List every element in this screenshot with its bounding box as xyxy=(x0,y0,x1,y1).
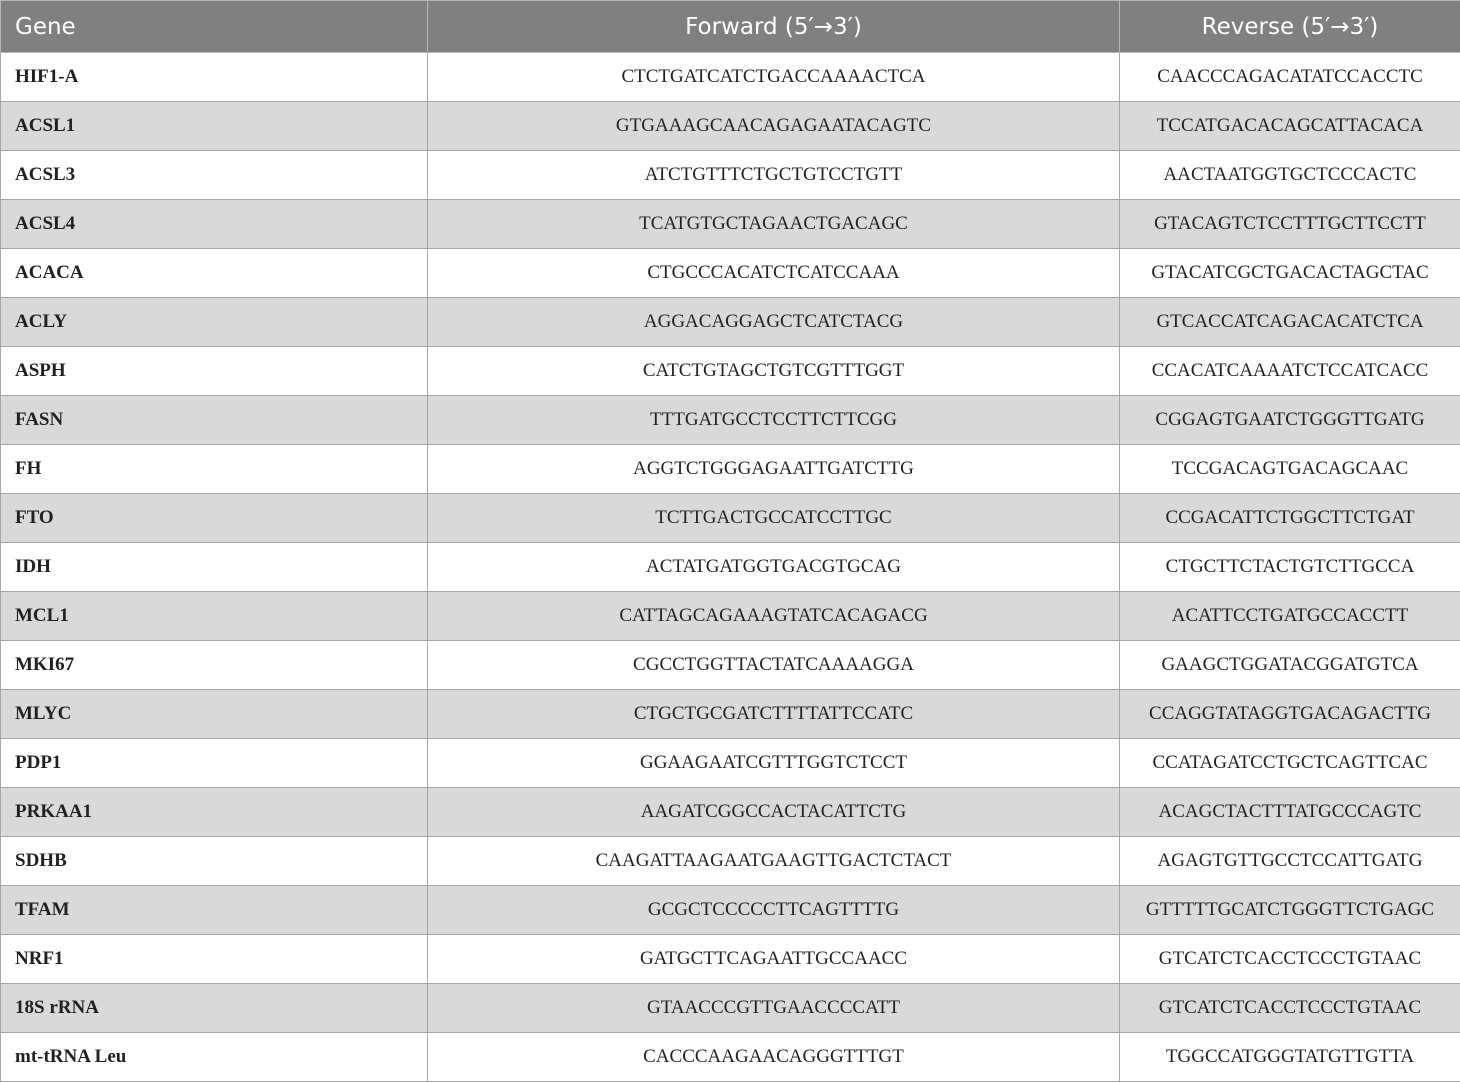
gene-cell: MLYC xyxy=(1,690,428,739)
table-row xyxy=(1,53,1460,102)
gene-cell: MKI67 xyxy=(1,641,428,690)
table-row xyxy=(1,298,1460,347)
forward-primer-cell: GATGCTTCAGAATTGCCAACC xyxy=(428,935,1120,984)
reverse-primer-cell: ACATTCCTGATGCCACCTT xyxy=(1120,592,1460,641)
forward-primer-cell: ACTATGATGGTGACGTGCAG xyxy=(428,543,1120,592)
reverse-primer-cell: TGGCCATGGGTATGTTGTTA xyxy=(1120,1033,1460,1082)
reverse-primer-cell: CCGACATTCTGGCTTCTGAT xyxy=(1120,494,1460,543)
forward-primer-cell: CTCTGATCATCTGACCAAAACTCA xyxy=(428,53,1120,102)
table-row xyxy=(1,886,1460,935)
gene-cell: ACSL4 xyxy=(1,200,428,249)
table-row xyxy=(1,200,1460,249)
gene-cell: mt-tRNA Leu xyxy=(1,1033,428,1082)
gene-cell: NRF1 xyxy=(1,935,428,984)
table-row xyxy=(1,984,1460,1033)
table-row xyxy=(1,396,1460,445)
reverse-primer-cell: GTCACCATCAGACACATCTCA xyxy=(1120,298,1460,347)
forward-primer-cell: ATCTGTTTCTGCTGTCCTGTT xyxy=(428,151,1120,200)
forward-primer-cell: CGCCTGGTTACTATCAAAAGGA xyxy=(428,641,1120,690)
forward-primer-cell: TCTTGACTGCCATCCTTGC xyxy=(428,494,1120,543)
gene-cell: FH xyxy=(1,445,428,494)
reverse-primer-cell: GTCATCTCACCTCCCTGTAAC xyxy=(1120,984,1460,1033)
reverse-primer-cell: TCCGACAGTGACAGCAAC xyxy=(1120,445,1460,494)
table-row xyxy=(1,641,1460,690)
reverse-primer-cell: AGAGTGTTGCCTCCATTGATG xyxy=(1120,837,1460,886)
gene-cell: HIF1-A xyxy=(1,53,428,102)
table-row xyxy=(1,690,1460,739)
gene-cell: PRKAA1 xyxy=(1,788,428,837)
header-reverse: Reverse (5′→3′) xyxy=(1120,1,1460,53)
forward-primer-cell: GGAAGAATCGTTTGGTCTCCT xyxy=(428,739,1120,788)
table-row xyxy=(1,102,1460,151)
table-row xyxy=(1,935,1460,984)
table-header xyxy=(1,1,1460,53)
table-row xyxy=(1,837,1460,886)
reverse-primer-cell: CTGCTTCTACTGTCTTGCCA xyxy=(1120,543,1460,592)
gene-cell: MCL1 xyxy=(1,592,428,641)
reverse-primer-cell: CCAGGTATAGGTGACAGACTTG xyxy=(1120,690,1460,739)
gene-cell: ACLY xyxy=(1,298,428,347)
gene-cell: IDH xyxy=(1,543,428,592)
header-row xyxy=(1,1,1460,53)
reverse-primer-cell: TCCATGACACAGCATTACACA xyxy=(1120,102,1460,151)
gene-cell: TFAM xyxy=(1,886,428,935)
table-row xyxy=(1,445,1460,494)
gene-cell: ASPH xyxy=(1,347,428,396)
reverse-primer-cell: GTACATCGCTGACACTAGCTAC xyxy=(1120,249,1460,298)
forward-primer-cell: AAGATCGGCCACTACATTCTG xyxy=(428,788,1120,837)
table-row xyxy=(1,249,1460,298)
forward-primer-cell: CACCCAAGAACAGGGTTTGT xyxy=(428,1033,1120,1082)
forward-primer-cell: TCATGTGCTAGAACTGACAGC xyxy=(428,200,1120,249)
reverse-primer-cell: GTACAGTCTCCTTTGCTTCCTT xyxy=(1120,200,1460,249)
gene-cell: ACACA xyxy=(1,249,428,298)
reverse-primer-cell: CCACATCAAAATCTCCATCACC xyxy=(1120,347,1460,396)
forward-primer-cell: CTGCCCACATCTCATCCAAA xyxy=(428,249,1120,298)
reverse-primer-cell: GAAGCTGGATACGGATGTCA xyxy=(1120,641,1460,690)
forward-primer-cell: GCGCTCCCCCTTCAGTTTTG xyxy=(428,886,1120,935)
reverse-primer-cell: GTTTTTGCATCTGGGTTCTGAGC xyxy=(1120,886,1460,935)
table-row xyxy=(1,1033,1460,1082)
table-row xyxy=(1,788,1460,837)
gene-cell: FASN xyxy=(1,396,428,445)
gene-cell: 18S rRNA xyxy=(1,984,428,1033)
reverse-primer-cell: CGGAGTGAATCTGGGTTGATG xyxy=(1120,396,1460,445)
forward-primer-cell: CTGCTGCGATCTTTTATTCCATC xyxy=(428,690,1120,739)
header-forward: Forward (5′→3′) xyxy=(428,1,1120,53)
forward-primer-cell: AGGACAGGAGCTCATCTACG xyxy=(428,298,1120,347)
gene-cell: PDP1 xyxy=(1,739,428,788)
forward-primer-cell: CATCTGTAGCTGTCGTTTGGT xyxy=(428,347,1120,396)
table-body xyxy=(1,53,1460,1082)
gene-cell: FTO xyxy=(1,494,428,543)
table-row xyxy=(1,151,1460,200)
header-gene: Gene xyxy=(1,1,428,53)
table-row xyxy=(1,347,1460,396)
forward-primer-cell: TTTGATGCCTCCTTCTTCGG xyxy=(428,396,1120,445)
forward-primer-cell: GTGAAAGCAACAGAGAATACAGTC xyxy=(428,102,1120,151)
forward-primer-cell: CATTAGCAGAAAGTATCACAGACG xyxy=(428,592,1120,641)
gene-cell: ACSL1 xyxy=(1,102,428,151)
reverse-primer-cell: ACAGCTACTTTATGCCCAGTC xyxy=(1120,788,1460,837)
gene-cell: ACSL3 xyxy=(1,151,428,200)
forward-primer-cell: AGGTCTGGGAGAATTGATCTTG xyxy=(428,445,1120,494)
table-row xyxy=(1,543,1460,592)
forward-primer-cell: GTAACCCGTTGAACCCCATT xyxy=(428,984,1120,1033)
reverse-primer-cell: AACTAATGGTGCTCCCACTC xyxy=(1120,151,1460,200)
reverse-primer-cell: CCATAGATCCTGCTCAGTTCAC xyxy=(1120,739,1460,788)
reverse-primer-cell: CAACCCAGACATATCCACCTC xyxy=(1120,53,1460,102)
forward-primer-cell: CAAGATTAAGAATGAAGTTGACTCTACT xyxy=(428,837,1120,886)
table-row xyxy=(1,494,1460,543)
table-row xyxy=(1,739,1460,788)
reverse-primer-cell: GTCATCTCACCTCCCTGTAAC xyxy=(1120,935,1460,984)
gene-cell: SDHB xyxy=(1,837,428,886)
table-row xyxy=(1,592,1460,641)
